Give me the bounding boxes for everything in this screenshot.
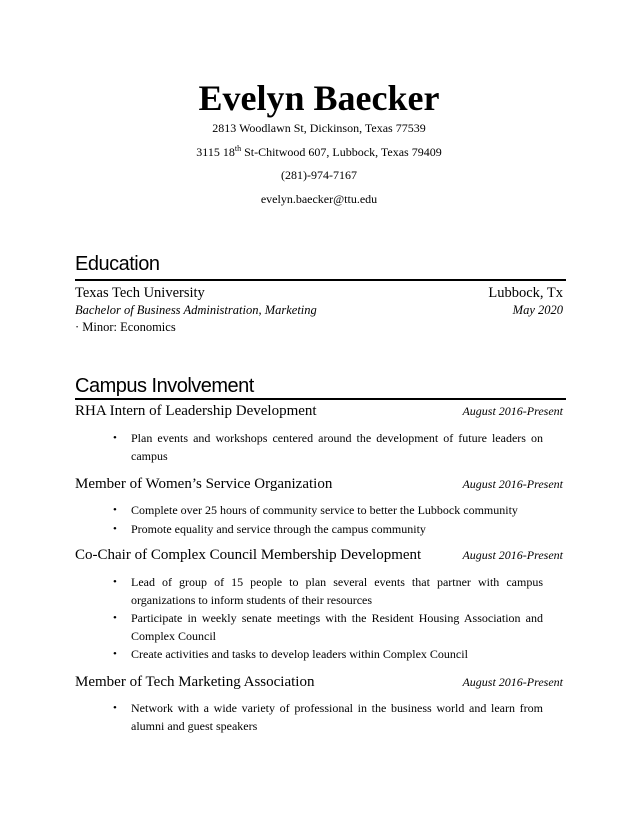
organization-role: Co-Chair of Complex Council Membership Development bbox=[75, 547, 422, 563]
resume-name: Evelyn Baecker bbox=[198, 78, 440, 118]
graduation-date: May 2020 bbox=[512, 303, 563, 317]
role-date: August 2016-Present bbox=[462, 404, 563, 418]
bullet-icon: • bbox=[113, 576, 117, 588]
email-address: evelyn.baecker@ttu.edu bbox=[260, 192, 378, 206]
address-line-2 bbox=[0, 145, 638, 159]
bullet-item bbox=[113, 502, 543, 520]
role-date: August 2016-Present bbox=[462, 477, 563, 491]
involvement-item bbox=[75, 674, 563, 691]
bullet-list bbox=[113, 700, 543, 736]
bullet-list bbox=[113, 502, 543, 539]
bullet-icon: • bbox=[113, 702, 117, 714]
bullet-text: Promote equality and service through the campus community bbox=[131, 521, 426, 536]
bullet-text: Create activities and tasks to develop leaders within Complex Council bbox=[131, 647, 468, 661]
organization-role: Member of Tech Marketing Association bbox=[75, 674, 315, 690]
involvement-divider bbox=[75, 398, 566, 400]
minor: · Minor: Economics bbox=[75, 320, 176, 334]
address-line-2-rest: St-Chitwood 607, Lubbock, Texas 79409 bbox=[241, 145, 442, 159]
bullet-icon: • bbox=[113, 648, 117, 660]
involvement-item bbox=[75, 476, 563, 493]
bullet-item bbox=[113, 646, 543, 664]
education-section-title: Education bbox=[75, 253, 160, 275]
involvement-item bbox=[75, 547, 563, 564]
bullet-icon: • bbox=[113, 504, 117, 516]
bullet-text: Participate in weekly senate meetings with the Resident Housing Association and Complex Council bbox=[131, 611, 543, 643]
bullet-text: Plan events and workshops centered around the development of future leaders on campus bbox=[131, 431, 543, 463]
bullet-icon: • bbox=[113, 522, 117, 535]
involvement-section-title: Campus Involvement bbox=[75, 375, 254, 397]
bullet-text: Complete over 25 hours of community service to better the Lubbock community bbox=[131, 503, 518, 517]
address-line-2-superscript: th bbox=[234, 144, 242, 153]
organization-role: Member of Women’s Service Organization bbox=[75, 476, 333, 492]
role-date: August 2016-Present bbox=[462, 548, 563, 562]
bullet-icon: • bbox=[113, 432, 117, 444]
involvement-item bbox=[75, 403, 563, 420]
education-divider bbox=[75, 279, 566, 281]
phone-number: (281)-974-7167 bbox=[281, 168, 357, 182]
bullet-list bbox=[113, 574, 543, 665]
school-location: Lubbock, Tx bbox=[488, 285, 563, 301]
school-name: Texas Tech University bbox=[75, 285, 205, 301]
bullet-text: Network with a wide variety of professional in the business world and learn from alumni and guest speakers bbox=[131, 701, 543, 733]
bullet-item bbox=[113, 574, 543, 609]
bullet-item bbox=[113, 430, 543, 465]
education-school-row bbox=[75, 285, 563, 302]
bullet-item bbox=[113, 521, 543, 539]
bullet-item bbox=[113, 610, 543, 645]
organization-role: RHA Intern of Leadership Development bbox=[75, 403, 317, 419]
degree: Bachelor of Business Administration, Marketing bbox=[75, 303, 317, 317]
bullet-list bbox=[113, 430, 543, 466]
education-degree-row bbox=[75, 303, 563, 318]
role-date: August 2016-Present bbox=[462, 675, 563, 689]
bullet-text: Lead of group of 15 people to plan several events that partner with campus organizations to inform students of their resources bbox=[131, 575, 543, 607]
bullet-icon: • bbox=[113, 612, 117, 624]
address-line-2-number: 3115 18 bbox=[196, 145, 235, 159]
bullet-item bbox=[113, 700, 543, 735]
address-line-1: 2813 Woodlawn St, Dickinson, Texas 77539 bbox=[212, 121, 426, 135]
